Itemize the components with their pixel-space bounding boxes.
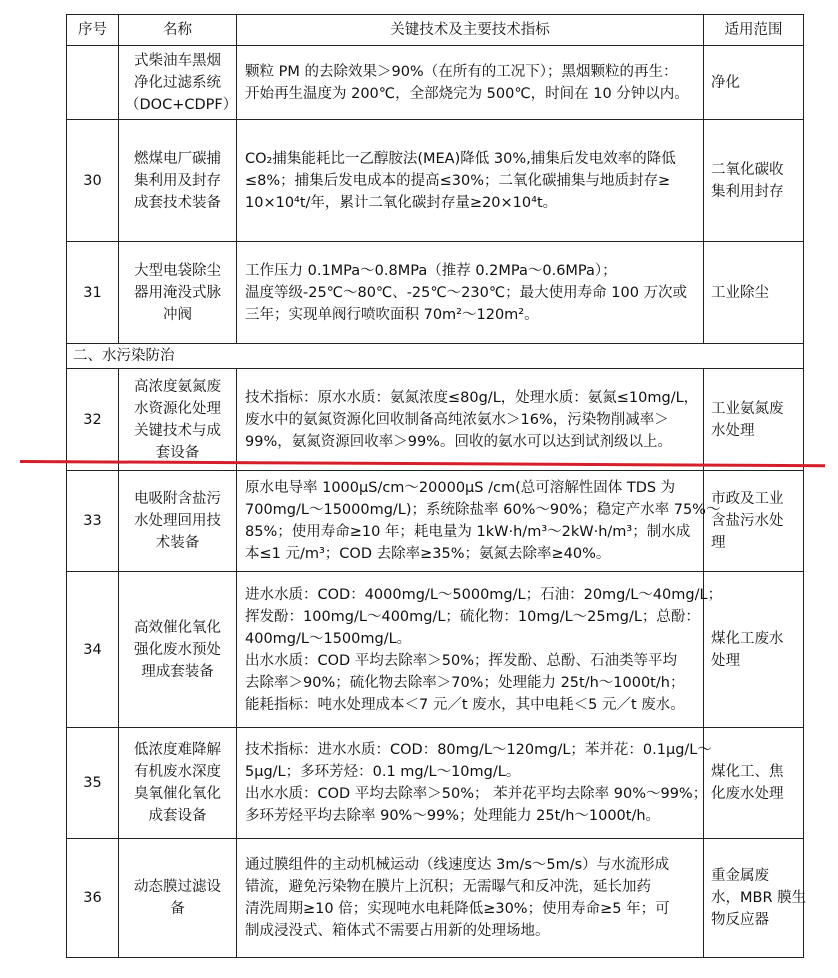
cell-line: 煤化工、焦 (711, 764, 784, 780)
header-spec: 关键技术及主要技术指标 (237, 15, 704, 46)
cell-line: 器用淹没式脉 (134, 284, 221, 301)
cell-line: 通过膜组件的主动机械运动（线速度达 3m/s～5m/s）与水流形成 (245, 857, 670, 873)
application-scope (704, 471, 804, 572)
cell-line: 清洗周期≥10 倍；实现吨水电耗降低≥30%；使用寿命≥5 年；可 (245, 901, 670, 917)
cell-line: 净化过滤系统 (134, 74, 221, 91)
cell-line: 大型电袋除尘 (134, 262, 221, 279)
cell-line: 能耗指标：吨水处理成本＜7 元／t 废水，其中电耗＜5 元／t 废水。 (245, 696, 685, 713)
application-scope (704, 46, 804, 120)
table-body-top (67, 46, 804, 344)
cell-line: 术装备 (155, 535, 200, 551)
table-row (67, 471, 804, 572)
technical-spec (237, 242, 704, 344)
cell-line: 错流，避免污染物在膜片上沉积；无需曝气和反冲洗，延长加药 (245, 879, 651, 895)
cell-line: 去除率＞90%；硫化物去除率＞70%；处理能力 25t/h～1000t/h； (245, 674, 685, 691)
cell-line: 成套设备 (148, 808, 207, 824)
cell-line: 制成浸没式、箱体式不需要占用新的处理场地。 (245, 923, 550, 939)
cell-line: CO₂捕集能耗比一乙醇胺法(MEA)降低 30%,捕集后发电效率的降低 (245, 150, 676, 167)
row-number: 33 (67, 471, 119, 572)
header-scope: 适用范围 (704, 15, 804, 46)
application-scope (704, 369, 804, 471)
equipment-name (119, 46, 237, 120)
technical-spec (237, 120, 704, 242)
technical-spec (237, 839, 704, 958)
row-number: 30 (67, 120, 119, 242)
cell-line: 原水电导率 1000μS/cm～20000μS /cm(总可溶解性固体 TDS 为 (245, 480, 676, 496)
row-number (67, 46, 119, 120)
equipment-name (119, 471, 237, 572)
cell-line: 开始再生温度为 200℃，全部烧完为 500℃，时间在 10 分钟以内。 (245, 85, 689, 102)
cell-line: 集利用封存 (711, 183, 784, 200)
cell-line: 高效催化氧化 (134, 619, 221, 636)
cell-line: 市政及工业 (711, 491, 784, 507)
row-number: 36 (67, 839, 119, 958)
cell-line: ≤8%；捕集后发电成本的提高≤30%；二氧化碳捕集与地质封存≥ (245, 172, 671, 189)
cell-line: 套设备 (155, 444, 200, 461)
table-header-row (67, 15, 804, 46)
cell-line: 700mg/L～15000mg/L)；系统除盐率 60%～90%；稳定产水率 75%～ (245, 502, 721, 518)
cell-line: 颗粒 PM 的去除效果＞90%（在所有的工况下）；黑烟颗粒的再生： (245, 63, 678, 80)
section-body (67, 344, 804, 369)
cell-line: 85%；使用寿命≥10 年；耗电量为 1kW·h/m³～2kW·h/m³；制水成 (245, 524, 691, 540)
cell-line: 集利用及封存 (134, 172, 221, 189)
cell-line: 多环芳烃平均去除率 90%～99%；处理能力 25t/h～1000t/h。 (245, 808, 661, 824)
cell-line: 燃煤电厂碳捕 (134, 150, 221, 167)
cell-line: （DOC+CDPF） (125, 96, 238, 113)
equipment-name (119, 728, 237, 839)
table-row (67, 120, 804, 242)
cell-line: 水资源化处理 (134, 400, 221, 417)
application-scope (704, 120, 804, 242)
table-body-bottom (67, 369, 807, 958)
cell-line: 高浓度氨氮废 (134, 378, 221, 395)
cell-line: 式柴油车黑烟 (134, 52, 221, 69)
technical-spec (237, 46, 704, 120)
cell-line: 煤化工废水 (711, 630, 784, 647)
technical-spec (237, 572, 723, 728)
cell-line: 三年；实现单阀行喷吹面积 70m²～120m²。 (245, 306, 539, 323)
table-row (67, 46, 804, 120)
cell-line: 出水水质：COD 平均去除率＞50%；挥发酚、总酚、石油类等平均 (245, 652, 678, 669)
cell-line: 重金属废 (711, 868, 769, 884)
cell-line: 废水中的氨氮资源化回收制备高纯浓氨水＞16%，污染物削减率＞ (245, 411, 669, 428)
equipment-name (119, 839, 237, 958)
cell-line: 技术指标：原水水质：氨氮浓度≤80g/L，处理水质：氨氮≤10mg/L， (245, 389, 699, 406)
cell-line: 二氧化碳收 (711, 161, 784, 178)
cell-line: 净化 (711, 74, 740, 91)
technical-spec (237, 369, 704, 471)
cell-line: 冲阀 (163, 306, 192, 323)
cell-line: 400mg/L～1500mg/L。 (245, 630, 412, 647)
header-name: 名称 (119, 15, 237, 46)
cell-line: 10×10⁴t/年，累计二氧化碳封存量≥20×10⁴t。 (245, 194, 558, 211)
cell-line: 动态膜过滤设 (134, 879, 221, 895)
table-row (67, 572, 804, 728)
cell-line: 含盐污水处 (711, 513, 784, 529)
technical-spec (237, 728, 712, 839)
technical-spec (237, 471, 721, 572)
cell-line: 出水水质：COD 平均去除率＞50%； 苯并花平均去除率 90%～99%； (245, 786, 708, 802)
cell-line: 水，MBR 膜生 (711, 890, 807, 906)
cell-line: 技术指标：进水水质：COD：80mg/L～120mg/L；苯并花：0.1μg/L～ (245, 742, 712, 758)
cell-line: 水处理回用技 (134, 513, 221, 529)
row-number: 32 (67, 369, 119, 471)
cell-line: 本≤1 元/m³；COD 去除率≥35%；氨氮去除率≥40%。 (245, 546, 611, 562)
cell-line: 水处理 (711, 422, 755, 439)
cell-line: 成套技术装备 (134, 194, 221, 211)
equipment-name (119, 369, 237, 471)
cell-line: 有机废水深度 (134, 764, 221, 780)
application-scope (704, 728, 804, 839)
cell-line: 99%，氨氮资源回收率＞99%。回收的氨水可以达到试剂级以上。 (245, 433, 672, 450)
row-number: 35 (67, 728, 119, 839)
section-row (67, 344, 804, 369)
cell-line: 关键技术与成 (134, 422, 221, 439)
cell-line: 理 (711, 535, 726, 551)
cell-line: 进水水质：COD：4000mg/L～5000mg/L；石油：20mg/L～40mg/L； (245, 586, 723, 603)
cell-line: 电吸附含盐污 (134, 491, 221, 507)
cell-line: 工业氨氮废 (711, 400, 784, 417)
equipment-name (119, 572, 237, 728)
header-no: 序号 (67, 15, 119, 46)
table-row (67, 369, 804, 471)
cell-line: 工业除尘 (711, 284, 769, 301)
cell-line: 低浓度难降解 (134, 742, 221, 758)
cell-line: 物反应器 (711, 912, 769, 928)
table-row (67, 839, 804, 958)
cell-line: 臭氧催化氧化 (134, 786, 221, 802)
equipment-name (119, 242, 237, 344)
row-number: 34 (67, 572, 119, 728)
cell-line: 化废水处理 (711, 786, 784, 802)
cell-line: 处理 (711, 652, 740, 669)
application-scope (704, 839, 807, 958)
equipment-name (119, 120, 237, 242)
cell-line: 温度等级-25℃～80℃、-25℃～230℃；最大使用寿命 100 万次或 (245, 284, 688, 301)
cell-line: 理成套装备 (141, 663, 214, 680)
cell-line: 挥发酚：100mg/L～400mg/L；硫化物：10mg/L～25mg/L；总酚： (245, 608, 700, 625)
section-title: 二、水污染防治 (67, 344, 804, 369)
cell-line: 工作压力 0.1MPa～0.8MPa（推荐 0.2MPa～0.6MPa）； (245, 262, 617, 279)
row-number: 31 (67, 242, 119, 344)
table-row (67, 242, 804, 344)
cell-line: 强化废水预处 (134, 641, 221, 658)
application-scope (704, 242, 804, 344)
table-row (67, 728, 804, 839)
cell-line: 5μg/L；多环芳烃：0.1 mg/L～10mg/L。 (245, 764, 521, 780)
cell-line: 备 (170, 901, 185, 917)
technology-table (66, 14, 807, 958)
